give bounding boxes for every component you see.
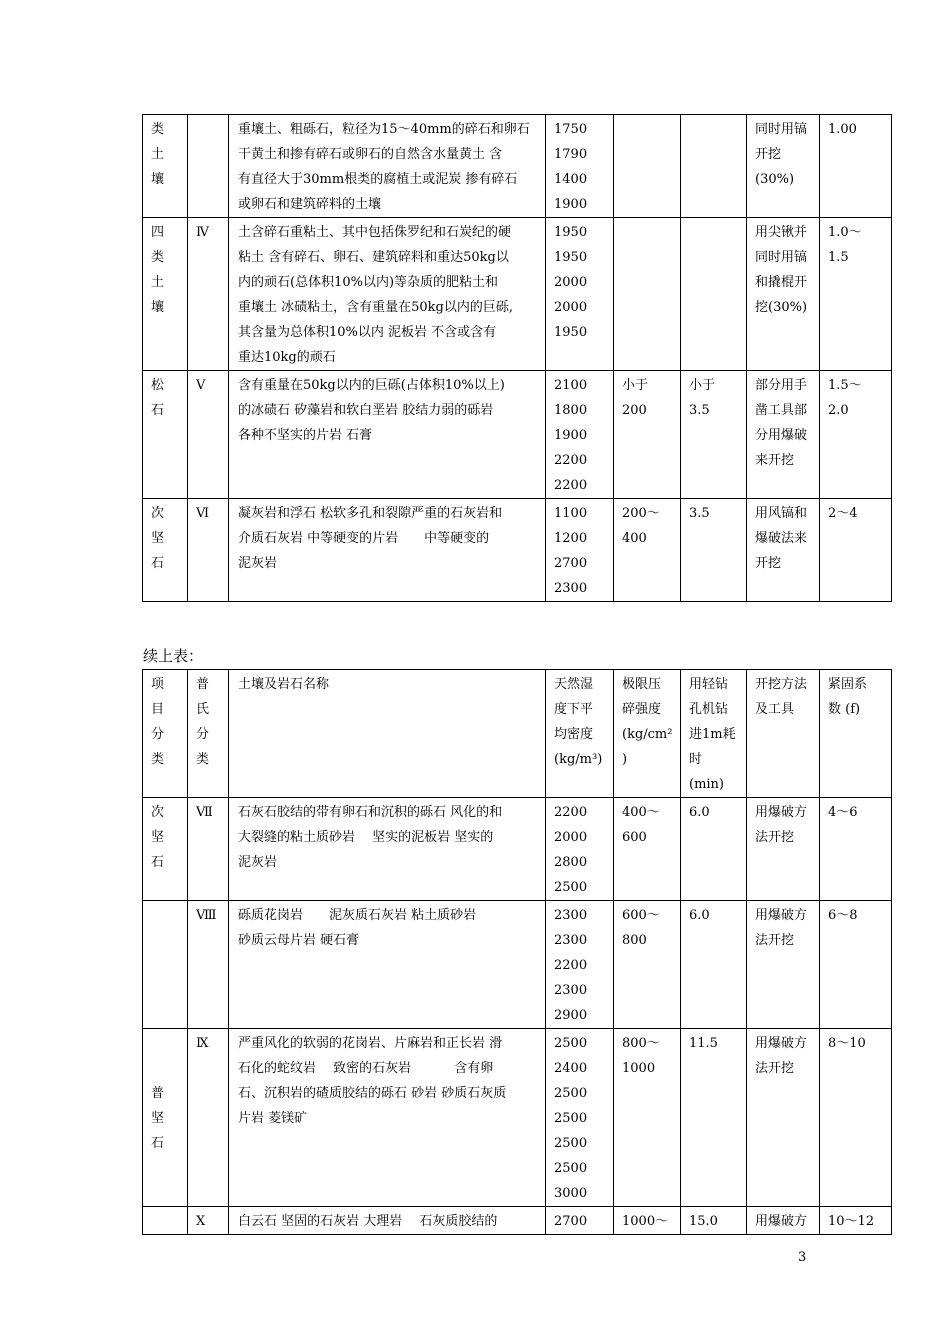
- strength-cell: 600～ 800: [614, 901, 681, 1029]
- page-number: 3: [798, 1250, 807, 1265]
- method-cell: 同时用镐 开挖 (30%): [747, 115, 820, 218]
- class-cell: [188, 115, 229, 218]
- density-cell: 1750 1790 1400 1900: [546, 115, 614, 218]
- soil-rock-table-part2: [142, 669, 892, 1235]
- drill-time-cell: [681, 115, 747, 218]
- category-cell: 松 石: [143, 371, 188, 499]
- category-cell: 四 类 土 壤: [143, 218, 188, 371]
- table1-body: [143, 115, 892, 602]
- table-row: [143, 1207, 892, 1235]
- header-soil-rock-name: 土壤及岩石名称: [229, 670, 546, 798]
- soil-rock-table-part1: [142, 114, 892, 602]
- coefficient-cell: 1.00: [820, 115, 892, 218]
- method-cell: 用尖锹并 同时用镐 和撬棍开 挖(30%): [747, 218, 820, 371]
- header-drilling-time: 用轻钻 孔机钻 进1m耗 时 (min): [681, 670, 747, 798]
- table2-header: [143, 670, 892, 798]
- density-cell: 1100 1200 2700 2300: [546, 499, 614, 602]
- header-category: 项 目 分 类: [143, 670, 188, 798]
- class-cell: Ⅶ: [188, 798, 229, 901]
- class-cell: Ⅸ: [188, 1029, 229, 1207]
- table-row: [143, 499, 892, 602]
- density-cell: 2300 2300 2200 2300 2900: [546, 901, 614, 1029]
- method-cell: 用爆破方 法开挖: [747, 901, 820, 1029]
- name-cell: 凝灰岩和浮石 松软多孔和裂隙严重的石灰岩和 介质石灰岩 中等硬变的片岩 中等硬变的 泥灰岩: [229, 499, 546, 602]
- method-cell: 部分用手 凿工具部 分用爆破 来开挖: [747, 371, 820, 499]
- strength-cell: [614, 218, 681, 371]
- drill-time-cell: 15.0: [681, 1207, 747, 1235]
- name-cell: 砾质花岗岩 泥灰质石灰岩 粘土质砂岩 砂质云母片岩 硬石膏: [229, 901, 546, 1029]
- drill-time-cell: [681, 218, 747, 371]
- strength-cell: 800～ 1000: [614, 1029, 681, 1207]
- method-cell: 用爆破方: [747, 1207, 820, 1235]
- class-cell: Ⅹ: [188, 1207, 229, 1235]
- class-cell: Ⅳ: [188, 218, 229, 371]
- class-cell: Ⅴ: [188, 371, 229, 499]
- drill-time-cell: 6.0: [681, 798, 747, 901]
- name-cell: 石灰石胶结的带有卵石和沉积的砾石 风化的和 大裂缝的粘土质砂岩 坚实的泥板岩 坚实的 泥灰岩: [229, 798, 546, 901]
- method-cell: 用爆破方 法开挖: [747, 798, 820, 901]
- category-cell: 次 坚 石: [143, 798, 188, 901]
- table-row: [143, 371, 892, 499]
- coefficient-cell: 2～4: [820, 499, 892, 602]
- class-cell: Ⅵ: [188, 499, 229, 602]
- coefficient-cell: 1.5～ 2.0: [820, 371, 892, 499]
- strength-cell: 1000～: [614, 1207, 681, 1235]
- coefficient-cell: 6～8: [820, 901, 892, 1029]
- drill-time-cell: 3.5: [681, 499, 747, 602]
- table-row: [143, 218, 892, 371]
- header-firmness-coefficient: 紧固系 数 (f): [820, 670, 892, 798]
- category-cell: [143, 901, 188, 1029]
- table-row: [143, 798, 892, 901]
- table-row: [143, 1029, 892, 1207]
- strength-cell: 400～ 600: [614, 798, 681, 901]
- table-row: [143, 115, 892, 218]
- coefficient-cell: 1.0～ 1.5: [820, 218, 892, 371]
- header-density: 天然湿 度下平 均密度 (kg/m³): [546, 670, 614, 798]
- drill-time-cell: 小于 3.5: [681, 371, 747, 499]
- coefficient-cell: 10～12: [820, 1207, 892, 1235]
- category-cell: 次 坚 石: [143, 499, 188, 602]
- continued-table-caption: 续上表：: [143, 647, 204, 665]
- table-row: [143, 901, 892, 1029]
- method-cell: 用风镐和 爆破法来 开挖: [747, 499, 820, 602]
- strength-cell: [614, 115, 681, 218]
- header-excavation-method: 开挖方法 及工具: [747, 670, 820, 798]
- density-cell: 1950 1950 2000 2000 1950: [546, 218, 614, 371]
- density-cell: 2700: [546, 1207, 614, 1235]
- header-protodyakonov-class: 普 氏 分 类: [188, 670, 229, 798]
- name-cell: 严重风化的软弱的花岗岩、片麻岩和正长岩 滑 石化的蛇纹岩 致密的石灰岩 含有卵 石、沉积岩的碴质胶结的砾石 砂岩 砂质石灰质 片岩 菱镁矿: [229, 1029, 546, 1207]
- method-cell: 用爆破方 法开挖: [747, 1029, 820, 1207]
- category-cell: [143, 1207, 188, 1235]
- table2-body: [143, 798, 892, 1235]
- name-cell: 白云石 坚固的石灰岩 大理岩 石灰质胶结的: [229, 1207, 546, 1235]
- density-cell: 2100 1800 1900 2200 2200: [546, 371, 614, 499]
- coefficient-cell: 4～6: [820, 798, 892, 901]
- class-cell: Ⅷ: [188, 901, 229, 1029]
- category-cell: 类 土 壤: [143, 115, 188, 218]
- category-cell: 普 坚 石: [143, 1029, 188, 1207]
- density-cell: 2500 2400 2500 2500 2500 2500 3000: [546, 1029, 614, 1207]
- header-crushing-strength: 极限压 碎强度 (kg/cm² ): [614, 670, 681, 798]
- header-row: [143, 670, 892, 798]
- drill-time-cell: 11.5: [681, 1029, 747, 1207]
- name-cell: 含有重量在50kg以内的巨砾(占体积10%以上) 的冰碛石 矽藻岩和软白垩岩 胶结力弱的砾岩 各种不坚实的片岩 石膏: [229, 371, 546, 499]
- coefficient-cell: 8～10: [820, 1029, 892, 1207]
- strength-cell: 小于 200: [614, 371, 681, 499]
- name-cell: 土含碎石重粘土、其中包括侏罗纪和石炭纪的硬 粘土 含有碎石、卵石、建筑碎料和重达50kg以 内的顽石(总体积10%以内)等杂质的肥粘土和 重壤土 冰碛粘土，含有重量在50kg以内的巨砾, 其含量为总体积10%以内 泥板岩 不含或含有 重达10kg的顽石: [229, 218, 546, 371]
- strength-cell: 200～ 400: [614, 499, 681, 602]
- drill-time-cell: 6.0: [681, 901, 747, 1029]
- density-cell: 2200 2000 2800 2500: [546, 798, 614, 901]
- name-cell: 重壤土、粗砾石，粒径为15～40mm的碎石和卵石 干黄土和掺有碎石或卵石的自然含水量黄土 含 有直径大于30mm根类的腐植土或泥炭 掺有碎石 或卵石和建筑碎料的土壤: [229, 115, 546, 218]
